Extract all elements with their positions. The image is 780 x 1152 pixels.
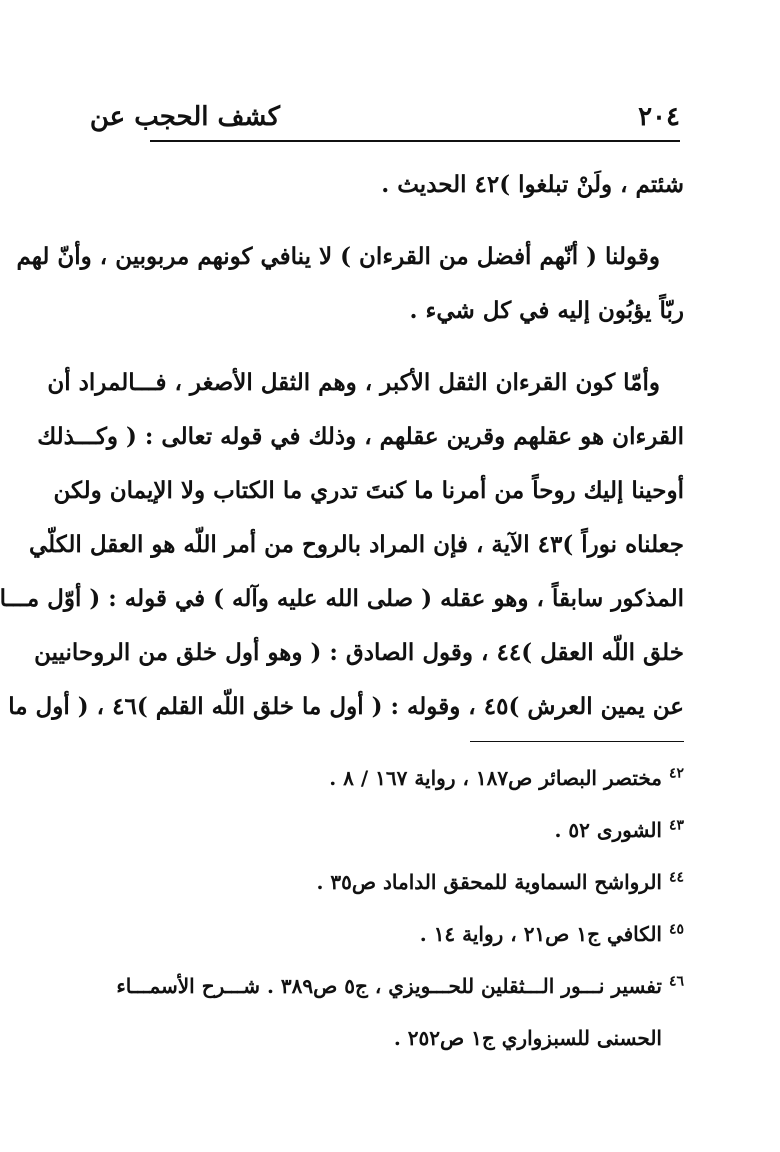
footnotes (116, 752, 684, 1064)
footnote (148, 752, 684, 804)
footnote-number: ٤٣ (668, 817, 684, 834)
footnote-number: ٤٤ (668, 869, 684, 886)
text-line: القرءان هو عقلهم وقرين عقلهم ، وذلك في قوله تعالى : ( وكـــذلك (37, 423, 684, 450)
footnote-text: الشورى ٥٢ . (554, 818, 662, 842)
page-header (89, 96, 680, 140)
footnote-number: ٤٢ (668, 765, 684, 782)
text-line: خلق اللّه العقل )٤٤ ، وقول الصادق : ( وهو أول خلق من الروحانيين (34, 639, 684, 666)
footnote (148, 856, 684, 908)
footnote (116, 960, 684, 1012)
footnote-continuation: الحسنى للسبزواري ج١ ص٢٥٢ . (393, 1026, 662, 1050)
footnote-number: ٤٥ (668, 921, 684, 938)
text-line: وقولنا ( أنّهم أفضل من القرءان ) لا ينافي كونهم مربوبين ، وأنّ لهم (16, 243, 660, 270)
footnote (148, 804, 684, 856)
footnote-number: ٤٦ (668, 973, 684, 990)
page-number: ٢٠٤ (638, 102, 680, 132)
text-line: وأمّا كون القرءان الثقل الأكبر ، وهم الثقل الأصغر ، فـــالمراد أن (47, 369, 660, 396)
footnote-separator (470, 741, 684, 742)
footnote-text: الرواشح السماوية للمحقق الداماد ص٣٥ . (316, 870, 662, 894)
header-rule (150, 140, 680, 142)
text-line: أوحينا إليك روحاً من أمرنا ما كنتَ تدري ما الكتاب ولا الإيمان ولكن (53, 477, 684, 504)
text-line: جعلناه نوراً )٤٣ الآية ، فإن المراد بالروح من أمر اللّه هو العقل الكلّي (28, 531, 684, 558)
text-line: عن يمين العرش )٤٥ ، وقوله : ( أول ما خلق اللّه القلم )٤٦ ، ( أول ما (8, 693, 684, 720)
footnote-text: الكافي ج١ ص٢١ ، رواية ١٤ . (419, 922, 662, 946)
running-title: كشف الحجب عن (89, 102, 280, 132)
footnote (148, 908, 684, 960)
main-text (0, 158, 684, 734)
footnote-text: تفسير نـــور الـــثقلين للحـــويزي ، ج٥ ص٣٨٩ . شـــرح الأسمـــاء (116, 974, 662, 998)
footnote-text: مختصر البصائر ص١٨٧ ، رواية ١٦٧ / ٨ . (329, 766, 662, 790)
text-line: ربّاً يؤبُون إليه في كل شيء . (409, 297, 684, 324)
text-line: المذكور سابقاً ، وهو عقله ( صلى الله عليه وآله ) في قوله : ( أوّل مـــا (0, 585, 684, 612)
text-line: شئتم ، ولَنْ تبلغوا )٤٢ الحديث . (381, 171, 684, 198)
